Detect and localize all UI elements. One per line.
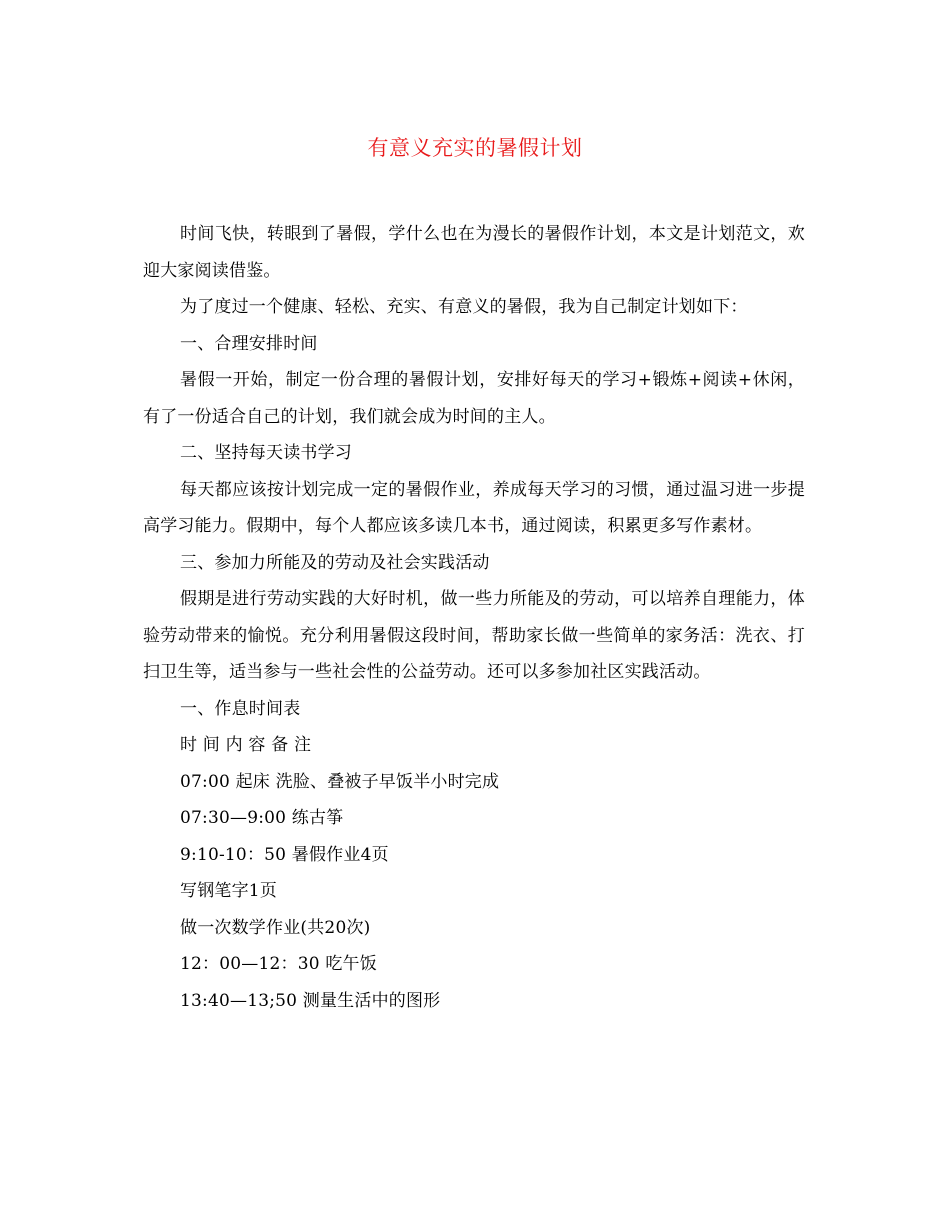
time-paragraph: 暑假一开始，制定一份合理的暑假计划，安排好每天的学习+锻炼+阅读+休闲，有了一份适合自己的计划，我们就会成为时间的主人。: [143, 370, 805, 427]
plan-intro-paragraph: 为了度过一个健康、轻松、充实、有意义的暑假，我为自己制定计划如下：: [180, 297, 748, 317]
schedule-row: 写钢笔字1页: [180, 881, 278, 901]
document-title: 有意义充实的暑假计划: [367, 136, 583, 160]
section-heading-schedule: 一、作息时间表: [180, 698, 301, 719]
labor-paragraph: 假期是进行劳动实践的大好时机，做一些力所能及的劳动，可以培养自理能力，体验劳动带来的愉悦。充分利用暑假这段时间，帮助家长做一些简单的家务活：洗衣、打扫卫生等，适当参与一些社会性的公益劳动。还可以多参加社区实践活动。: [143, 589, 805, 682]
schedule-row: 07:30—9:00 练古筝: [180, 808, 344, 828]
section-heading-time: 一、合理安排时间: [180, 333, 318, 354]
schedule-row: 做一次数学作业(共20次): [180, 917, 371, 938]
schedule-row: 9:10-10：50 暑假作业4页: [180, 844, 389, 865]
document-body: [143, 216, 805, 1019]
schedule-row: 07:00 起床 洗脸、叠被子早饭半小时完成: [180, 771, 500, 792]
schedule-row: 12：00—12：30 吃午饭: [180, 954, 377, 974]
schedule-header: 时 间 内 容 备 注: [180, 735, 312, 755]
schedule-row: 13:40—13;50 测量生活中的图形: [180, 990, 441, 1011]
section-heading-reading: 二、坚持每天读书学习: [180, 443, 352, 463]
intro-paragraph: 时间飞快，转眼到了暑假，学什么也在为漫长的暑假作计划，本文是计划范文，欢迎大家阅读借鉴。: [143, 224, 805, 281]
reading-paragraph: 每天都应该按计划完成一定的暑假作业，养成每天学习的习惯，通过温习进一步提高学习能力。假期中，每个人都应该多读几本书，通过阅读，积累更多写作素材。: [143, 479, 805, 536]
section-heading-labor: 三、参加力所能及的劳动及社会实践活动: [180, 552, 490, 573]
